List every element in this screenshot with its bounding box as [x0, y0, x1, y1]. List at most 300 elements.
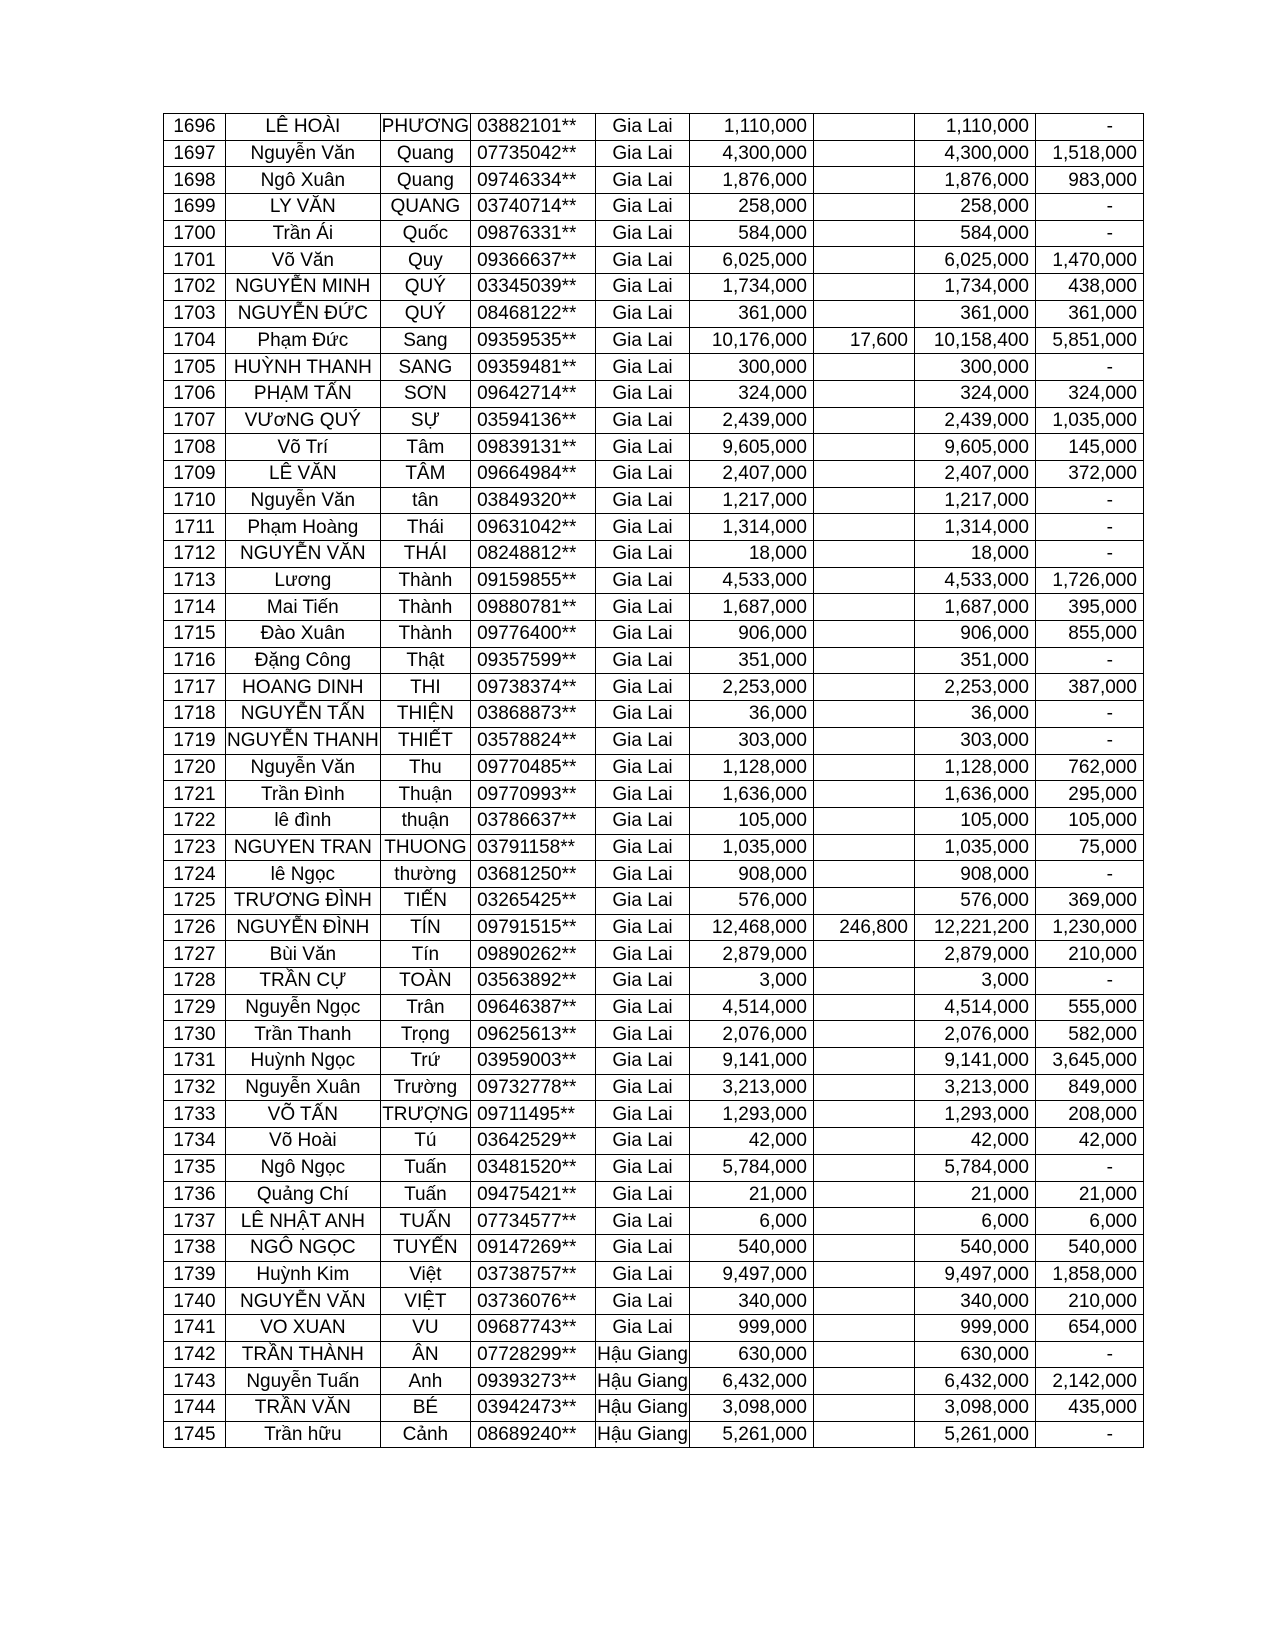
deduction-cell [813, 807, 914, 834]
deduction-cell [813, 220, 914, 247]
phone-cell: 03786637** [471, 807, 596, 834]
phone-cell: 09475421** [471, 1181, 596, 1208]
province-cell: Gia Lai [596, 541, 690, 568]
province-cell: Gia Lai [596, 621, 690, 648]
phone-cell: 09880781** [471, 594, 596, 621]
net-amount-cell: 908,000 [914, 861, 1035, 888]
row-number-cell: 1697 [164, 140, 226, 167]
first-name-cell: VIỆT [380, 1288, 470, 1315]
province-cell: Gia Lai [596, 754, 690, 781]
balance-cell: 435,000 [1035, 1395, 1143, 1422]
amount-cell: 1,110,000 [689, 114, 813, 141]
deduction-cell [813, 1021, 914, 1048]
net-amount-cell: 2,439,000 [914, 407, 1035, 434]
balance-cell: 582,000 [1035, 1021, 1143, 1048]
province-cell: Gia Lai [596, 914, 690, 941]
province-cell: Gia Lai [596, 1101, 690, 1128]
net-amount-cell: 999,000 [914, 1314, 1035, 1341]
row-number-cell: 1730 [164, 1021, 226, 1048]
table-row [164, 487, 1144, 514]
table-row [164, 194, 1144, 221]
deduction-cell [813, 594, 914, 621]
first-name-cell: TRƯỢNG [380, 1101, 470, 1128]
deduction-cell [813, 460, 914, 487]
row-number-cell: 1733 [164, 1101, 226, 1128]
deduction-cell: 246,800 [813, 914, 914, 941]
phone-cell: 08468122** [471, 300, 596, 327]
balance-cell: 2,142,000 [1035, 1368, 1143, 1395]
first-name-cell: Tuấn [380, 1181, 470, 1208]
amount-cell: 908,000 [689, 861, 813, 888]
province-cell: Gia Lai [596, 861, 690, 888]
balance-cell: 849,000 [1035, 1074, 1143, 1101]
table-row [164, 567, 1144, 594]
amount-cell: 1,217,000 [689, 487, 813, 514]
row-number-cell: 1729 [164, 994, 226, 1021]
balance-cell: 210,000 [1035, 941, 1143, 968]
first-name-cell: Quang [380, 167, 470, 194]
last-name-cell: Ngô Ngọc [226, 1154, 381, 1181]
last-name-cell: lê Ngọc [226, 861, 381, 888]
last-name-cell: Ngô Xuân [226, 167, 381, 194]
last-name-cell: NGUYỄN VĂN [226, 1288, 381, 1315]
table-row [164, 834, 1144, 861]
province-cell: Gia Lai [596, 327, 690, 354]
table-row [164, 1101, 1144, 1128]
row-number-cell: 1717 [164, 674, 226, 701]
table-row [164, 354, 1144, 381]
first-name-cell: PHƯƠNG [380, 114, 470, 141]
amount-cell: 1,128,000 [689, 754, 813, 781]
deduction-cell [813, 621, 914, 648]
first-name-cell: BÉ [380, 1395, 470, 1422]
balance-cell: 361,000 [1035, 300, 1143, 327]
province-cell: Gia Lai [596, 407, 690, 434]
last-name-cell: VO XUAN [226, 1314, 381, 1341]
last-name-cell: Trần hữu [226, 1421, 381, 1448]
net-amount-cell: 6,025,000 [914, 247, 1035, 274]
last-name-cell: Võ Trí [226, 434, 381, 461]
last-name-cell: Võ Hoài [226, 1128, 381, 1155]
net-amount-cell: 1,734,000 [914, 274, 1035, 301]
amount-cell: 3,000 [689, 968, 813, 995]
balance-cell: 1,726,000 [1035, 567, 1143, 594]
first-name-cell: QUÝ [380, 274, 470, 301]
balance-cell: 395,000 [1035, 594, 1143, 621]
table-row [164, 674, 1144, 701]
deduction-cell [813, 1261, 914, 1288]
table-row [164, 1314, 1144, 1341]
province-cell: Gia Lai [596, 1074, 690, 1101]
first-name-cell: TUYẾN [380, 1234, 470, 1261]
first-name-cell: thuận [380, 807, 470, 834]
row-number-cell: 1728 [164, 968, 226, 995]
phone-cell: 03345039** [471, 274, 596, 301]
deduction-cell [813, 300, 914, 327]
balance-cell: 1,470,000 [1035, 247, 1143, 274]
phone-cell: 08689240** [471, 1421, 596, 1448]
net-amount-cell: 1,110,000 [914, 114, 1035, 141]
last-name-cell: Mai Tiến [226, 594, 381, 621]
province-cell: Gia Lai [596, 781, 690, 808]
amount-cell: 258,000 [689, 194, 813, 221]
net-amount-cell: 361,000 [914, 300, 1035, 327]
deduction-cell [813, 727, 914, 754]
last-name-cell: NGUYỄN MINH [226, 274, 381, 301]
phone-cell: 03942473** [471, 1395, 596, 1422]
first-name-cell: Tín [380, 941, 470, 968]
amount-cell: 999,000 [689, 1314, 813, 1341]
province-cell: Gia Lai [596, 701, 690, 728]
province-cell: Hậu Giang [596, 1368, 690, 1395]
phone-cell: 03681250** [471, 861, 596, 888]
row-number-cell: 1734 [164, 1128, 226, 1155]
balance-cell: 369,000 [1035, 887, 1143, 914]
amount-cell: 9,141,000 [689, 1048, 813, 1075]
net-amount-cell: 4,533,000 [914, 567, 1035, 594]
net-amount-cell: 3,098,000 [914, 1395, 1035, 1422]
last-name-cell: TRẦN VĂN [226, 1395, 381, 1422]
phone-cell: 09359481** [471, 354, 596, 381]
table-row [164, 994, 1144, 1021]
net-amount-cell: 1,687,000 [914, 594, 1035, 621]
phone-cell: 03578824** [471, 727, 596, 754]
table-row [164, 247, 1144, 274]
last-name-cell: HOANG DINH [226, 674, 381, 701]
deduction-cell [813, 754, 914, 781]
balance-cell: 654,000 [1035, 1314, 1143, 1341]
phone-cell: 09770485** [471, 754, 596, 781]
net-amount-cell: 324,000 [914, 380, 1035, 407]
amount-cell: 5,261,000 [689, 1421, 813, 1448]
balance-cell: 145,000 [1035, 434, 1143, 461]
last-name-cell: TRƯƠNG ĐÌNH [226, 887, 381, 914]
row-number-cell: 1720 [164, 754, 226, 781]
deduction-cell [813, 380, 914, 407]
first-name-cell: THIẾT [380, 727, 470, 754]
table-row [164, 1395, 1144, 1422]
row-number-cell: 1723 [164, 834, 226, 861]
balance-cell: - [1035, 194, 1143, 221]
phone-cell: 09625613** [471, 1021, 596, 1048]
last-name-cell: Nguyễn Tuấn [226, 1368, 381, 1395]
province-cell: Gia Lai [596, 1154, 690, 1181]
phone-cell: 09746334** [471, 167, 596, 194]
net-amount-cell: 6,432,000 [914, 1368, 1035, 1395]
province-cell: Gia Lai [596, 594, 690, 621]
amount-cell: 2,439,000 [689, 407, 813, 434]
amount-cell: 303,000 [689, 727, 813, 754]
row-number-cell: 1724 [164, 861, 226, 888]
balance-cell: - [1035, 727, 1143, 754]
deduction-cell [813, 194, 914, 221]
data-table [163, 113, 1144, 1448]
amount-cell: 3,098,000 [689, 1395, 813, 1422]
amount-cell: 300,000 [689, 354, 813, 381]
province-cell: Gia Lai [596, 220, 690, 247]
amount-cell: 1,876,000 [689, 167, 813, 194]
row-number-cell: 1727 [164, 941, 226, 968]
row-number-cell: 1716 [164, 647, 226, 674]
row-number-cell: 1702 [164, 274, 226, 301]
province-cell: Gia Lai [596, 674, 690, 701]
net-amount-cell: 5,784,000 [914, 1154, 1035, 1181]
table-row [164, 914, 1144, 941]
table-body [164, 114, 1144, 1448]
table-row [164, 327, 1144, 354]
deduction-cell [813, 1288, 914, 1315]
province-cell: Gia Lai [596, 514, 690, 541]
first-name-cell: Thái [380, 514, 470, 541]
row-number-cell: 1745 [164, 1421, 226, 1448]
deduction-cell [813, 1181, 914, 1208]
amount-cell: 576,000 [689, 887, 813, 914]
first-name-cell: TÍN [380, 914, 470, 941]
province-cell: Gia Lai [596, 354, 690, 381]
table-row [164, 140, 1144, 167]
table-row [164, 114, 1144, 141]
balance-cell: 555,000 [1035, 994, 1143, 1021]
row-number-cell: 1741 [164, 1314, 226, 1341]
deduction-cell [813, 1234, 914, 1261]
amount-cell: 540,000 [689, 1234, 813, 1261]
province-cell: Gia Lai [596, 834, 690, 861]
table-row [164, 167, 1144, 194]
phone-cell: 07728299** [471, 1341, 596, 1368]
phone-cell: 09147269** [471, 1234, 596, 1261]
province-cell: Gia Lai [596, 968, 690, 995]
row-number-cell: 1737 [164, 1208, 226, 1235]
last-name-cell: TRẦN THÀNH [226, 1341, 381, 1368]
net-amount-cell: 1,876,000 [914, 167, 1035, 194]
amount-cell: 6,025,000 [689, 247, 813, 274]
net-amount-cell: 906,000 [914, 621, 1035, 648]
deduction-cell [813, 514, 914, 541]
phone-cell: 09366637** [471, 247, 596, 274]
net-amount-cell: 9,605,000 [914, 434, 1035, 461]
amount-cell: 4,533,000 [689, 567, 813, 594]
province-cell: Gia Lai [596, 1314, 690, 1341]
table-row [164, 1021, 1144, 1048]
row-number-cell: 1743 [164, 1368, 226, 1395]
balance-cell: 438,000 [1035, 274, 1143, 301]
net-amount-cell: 2,253,000 [914, 674, 1035, 701]
last-name-cell: Nguyễn Văn [226, 487, 381, 514]
deduction-cell [813, 887, 914, 914]
first-name-cell: Việt [380, 1261, 470, 1288]
net-amount-cell: 4,300,000 [914, 140, 1035, 167]
table-row [164, 1208, 1144, 1235]
first-name-cell: TUẤN [380, 1208, 470, 1235]
net-amount-cell: 105,000 [914, 807, 1035, 834]
province-cell: Hậu Giang [596, 1341, 690, 1368]
balance-cell: 324,000 [1035, 380, 1143, 407]
balance-cell: - [1035, 220, 1143, 247]
balance-cell: - [1035, 354, 1143, 381]
province-cell: Gia Lai [596, 1048, 690, 1075]
net-amount-cell: 584,000 [914, 220, 1035, 247]
phone-cell: 09876331** [471, 220, 596, 247]
phone-cell: 09357599** [471, 647, 596, 674]
province-cell: Gia Lai [596, 1021, 690, 1048]
row-number-cell: 1706 [164, 380, 226, 407]
deduction-cell [813, 434, 914, 461]
amount-cell: 1,734,000 [689, 274, 813, 301]
table-row [164, 1341, 1144, 1368]
table-row [164, 1234, 1144, 1261]
deduction-cell [813, 1101, 914, 1128]
amount-cell: 324,000 [689, 380, 813, 407]
deduction-cell [813, 1395, 914, 1422]
net-amount-cell: 4,514,000 [914, 994, 1035, 1021]
net-amount-cell: 303,000 [914, 727, 1035, 754]
amount-cell: 2,253,000 [689, 674, 813, 701]
balance-cell: - [1035, 541, 1143, 568]
amount-cell: 21,000 [689, 1181, 813, 1208]
deduction-cell [813, 354, 914, 381]
deduction-cell [813, 140, 914, 167]
first-name-cell: Quốc [380, 220, 470, 247]
net-amount-cell: 10,158,400 [914, 327, 1035, 354]
amount-cell: 584,000 [689, 220, 813, 247]
amount-cell: 630,000 [689, 1341, 813, 1368]
phone-cell: 09359535** [471, 327, 596, 354]
net-amount-cell: 1,293,000 [914, 1101, 1035, 1128]
first-name-cell: thường [380, 861, 470, 888]
amount-cell: 5,784,000 [689, 1154, 813, 1181]
balance-cell: - [1035, 114, 1143, 141]
net-amount-cell: 9,141,000 [914, 1048, 1035, 1075]
phone-cell: 09732778** [471, 1074, 596, 1101]
row-number-cell: 1707 [164, 407, 226, 434]
row-number-cell: 1712 [164, 541, 226, 568]
province-cell: Gia Lai [596, 807, 690, 834]
last-name-cell: Trần Đình [226, 781, 381, 808]
net-amount-cell: 2,879,000 [914, 941, 1035, 968]
last-name-cell: Huỳnh Ngọc [226, 1048, 381, 1075]
deduction-cell [813, 834, 914, 861]
first-name-cell: THI [380, 674, 470, 701]
province-cell: Gia Lai [596, 167, 690, 194]
balance-cell: 1,230,000 [1035, 914, 1143, 941]
balance-cell: 983,000 [1035, 167, 1143, 194]
row-number-cell: 1709 [164, 460, 226, 487]
amount-cell: 9,497,000 [689, 1261, 813, 1288]
row-number-cell: 1739 [164, 1261, 226, 1288]
amount-cell: 361,000 [689, 300, 813, 327]
province-cell: Hậu Giang [596, 1421, 690, 1448]
net-amount-cell: 18,000 [914, 541, 1035, 568]
last-name-cell: Bùi Văn [226, 941, 381, 968]
row-number-cell: 1701 [164, 247, 226, 274]
phone-cell: 09770993** [471, 781, 596, 808]
balance-cell: 21,000 [1035, 1181, 1143, 1208]
net-amount-cell: 12,221,200 [914, 914, 1035, 941]
first-name-cell: Trường [380, 1074, 470, 1101]
table-row [164, 941, 1144, 968]
phone-cell: 09711495** [471, 1101, 596, 1128]
province-cell: Gia Lai [596, 1208, 690, 1235]
province-cell: Gia Lai [596, 140, 690, 167]
row-number-cell: 1700 [164, 220, 226, 247]
deduction-cell [813, 861, 914, 888]
province-cell: Gia Lai [596, 194, 690, 221]
table-row [164, 807, 1144, 834]
amount-cell: 9,605,000 [689, 434, 813, 461]
table-row [164, 541, 1144, 568]
balance-cell: 210,000 [1035, 1288, 1143, 1315]
row-number-cell: 1708 [164, 434, 226, 461]
deduction-cell [813, 1048, 914, 1075]
amount-cell: 2,879,000 [689, 941, 813, 968]
first-name-cell: Trọng [380, 1021, 470, 1048]
last-name-cell: LÊ NHẬT ANH [226, 1208, 381, 1235]
phone-cell: 03481520** [471, 1154, 596, 1181]
table-row [164, 1288, 1144, 1315]
last-name-cell: Nguyễn Văn [226, 754, 381, 781]
phone-cell: 07735042** [471, 140, 596, 167]
last-name-cell: NGUYEN TRAN [226, 834, 381, 861]
table-row [164, 968, 1144, 995]
province-cell: Gia Lai [596, 1181, 690, 1208]
net-amount-cell: 540,000 [914, 1234, 1035, 1261]
phone-cell: 09642714** [471, 380, 596, 407]
last-name-cell: Lương [226, 567, 381, 594]
province-cell: Gia Lai [596, 887, 690, 914]
province-cell: Gia Lai [596, 1261, 690, 1288]
amount-cell: 1,636,000 [689, 781, 813, 808]
balance-cell: - [1035, 514, 1143, 541]
row-number-cell: 1736 [164, 1181, 226, 1208]
amount-cell: 2,407,000 [689, 460, 813, 487]
row-number-cell: 1704 [164, 327, 226, 354]
table-row [164, 460, 1144, 487]
row-number-cell: 1711 [164, 514, 226, 541]
amount-cell: 2,076,000 [689, 1021, 813, 1048]
row-number-cell: 1731 [164, 1048, 226, 1075]
phone-cell: 08248812** [471, 541, 596, 568]
amount-cell: 18,000 [689, 541, 813, 568]
amount-cell: 340,000 [689, 1288, 813, 1315]
balance-cell: 75,000 [1035, 834, 1143, 861]
deduction-cell [813, 487, 914, 514]
deduction-cell [813, 674, 914, 701]
row-number-cell: 1735 [164, 1154, 226, 1181]
last-name-cell: Trần Thanh [226, 1021, 381, 1048]
balance-cell: 540,000 [1035, 1234, 1143, 1261]
row-number-cell: 1732 [164, 1074, 226, 1101]
phone-cell: 03791158** [471, 834, 596, 861]
row-number-cell: 1696 [164, 114, 226, 141]
deduction-cell [813, 167, 914, 194]
row-number-cell: 1703 [164, 300, 226, 327]
last-name-cell: Trần Ái [226, 220, 381, 247]
phone-cell: 03849320** [471, 487, 596, 514]
amount-cell: 12,468,000 [689, 914, 813, 941]
net-amount-cell: 576,000 [914, 887, 1035, 914]
balance-cell: - [1035, 1154, 1143, 1181]
table-row [164, 407, 1144, 434]
row-number-cell: 1714 [164, 594, 226, 621]
first-name-cell: tân [380, 487, 470, 514]
first-name-cell: Trứ [380, 1048, 470, 1075]
phone-cell: 03642529** [471, 1128, 596, 1155]
balance-cell: 1,858,000 [1035, 1261, 1143, 1288]
first-name-cell: Quang [380, 140, 470, 167]
balance-cell: - [1035, 1421, 1143, 1448]
table-row [164, 621, 1144, 648]
balance-cell: - [1035, 968, 1143, 995]
